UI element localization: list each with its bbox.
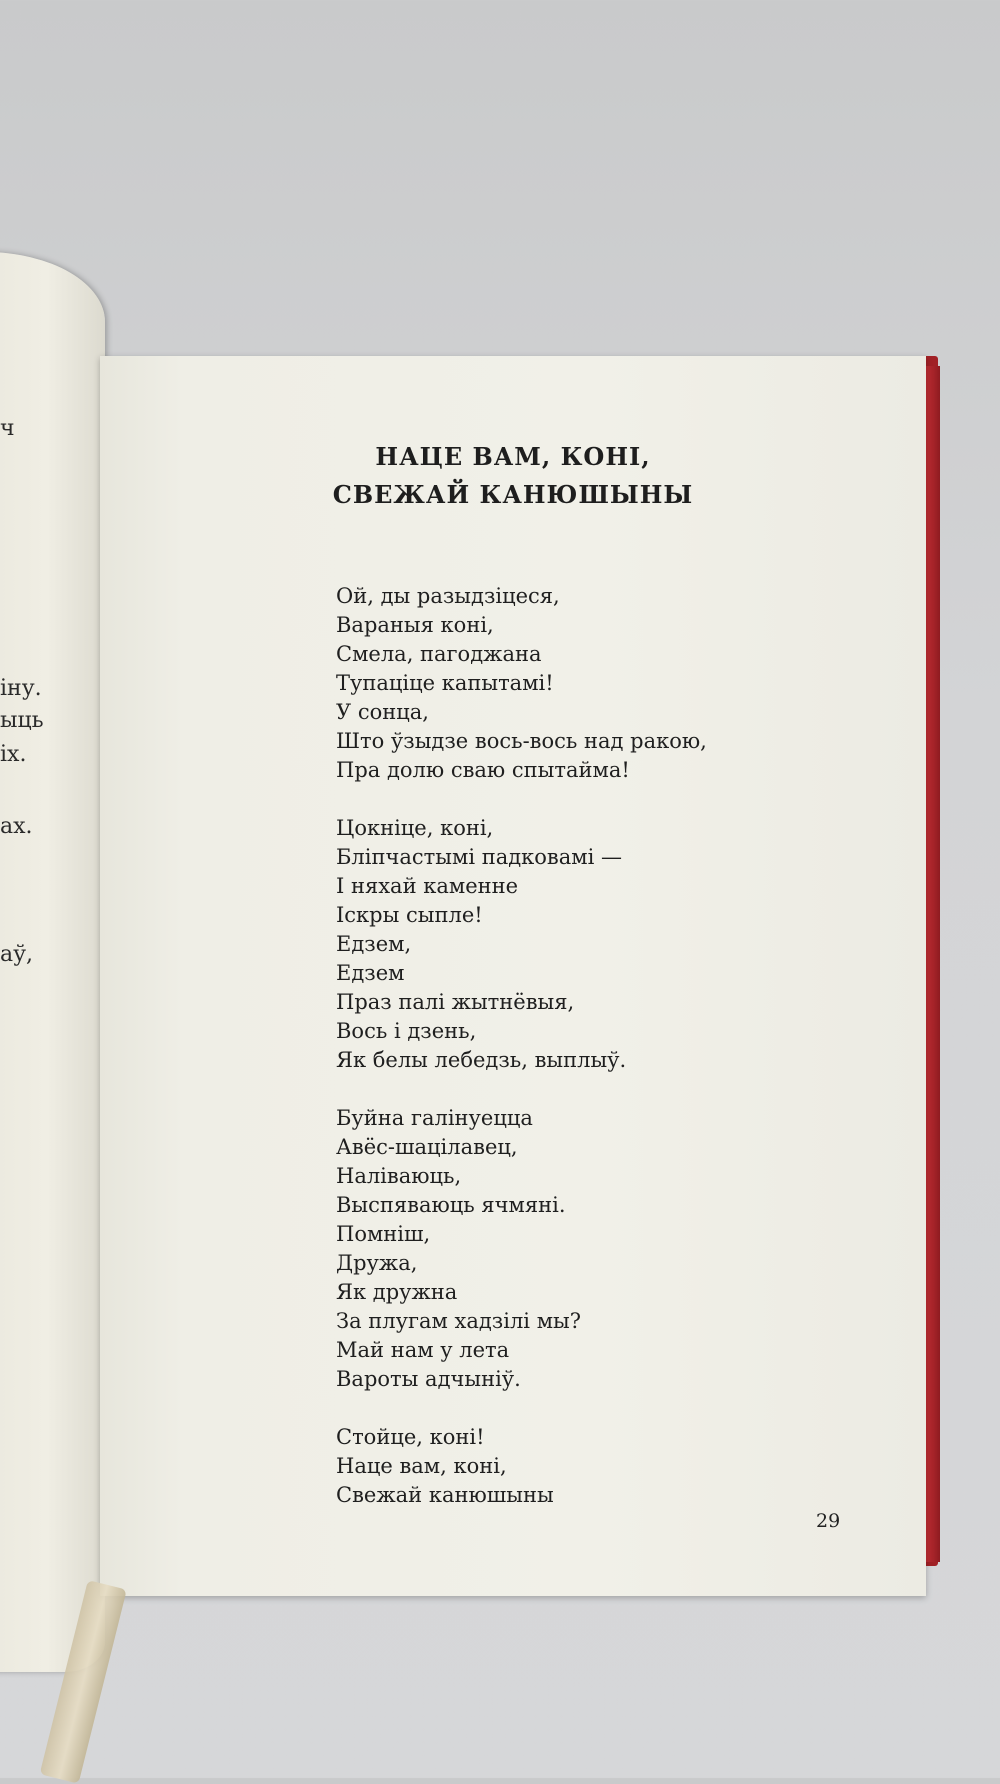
poem-line: І няхай каменне [336, 874, 519, 898]
poem-line: Як дружна [336, 1280, 458, 1304]
left-page-fragment: аў, [0, 942, 34, 967]
poem-line: Едзем, [336, 932, 412, 956]
poem-line: Пра долю сваю спытайма! [336, 758, 630, 782]
left-page-fragment: іх. [0, 742, 27, 767]
poem-line: Май нам у лета [336, 1338, 510, 1362]
poem-line: Налiваюць, [336, 1164, 462, 1188]
poem-line: Як белы лебедзь, выплыў. [336, 1048, 627, 1072]
poem-line: Вараныя коні, [336, 613, 494, 637]
left-page-fragment: ч [0, 416, 15, 441]
poem-line: Бліпчастымі падковамі — [336, 845, 622, 869]
poem-line: Помніш, [336, 1222, 431, 1246]
stanza-2 [336, 814, 896, 1075]
poem-line: Дружа, [336, 1251, 418, 1275]
poem-line: Наце вам, коні, [336, 1454, 507, 1478]
poem-line: Іскры сыпле! [336, 903, 483, 927]
poem-line: Свежай канюшыны [336, 1483, 554, 1507]
page-number: 29 [816, 1510, 841, 1532]
poem-line: Стойце, коні! [336, 1425, 485, 1449]
stanza-1 [336, 582, 896, 785]
poem-line: Смела, пагоджана [336, 642, 542, 666]
left-page-fragment: іну. [0, 676, 42, 701]
poem-title-line-1: НАЦЕ ВАМ, КОНІ, [375, 442, 651, 471]
stanza-4 [336, 1423, 896, 1510]
poem-title-line-2: СВЕЖАЙ КАНЮШЫНЫ [332, 480, 694, 509]
poem-line: Вось і дзень, [336, 1019, 477, 1043]
left-page-fragment: ах. [0, 814, 33, 839]
poem-line: Едзем [336, 961, 405, 985]
poem-line: Авёс-шацілавец, [336, 1135, 518, 1159]
left-page [0, 252, 105, 1672]
left-page-fragment: ыць [0, 708, 44, 733]
poem-line: Выспяваюць ячмяні. [336, 1193, 566, 1217]
poem-line: Праз палі жытнёвыя, [336, 990, 575, 1014]
right-page [100, 356, 926, 1596]
book-cover-edge [924, 366, 940, 1562]
poem-body [336, 582, 896, 1539]
poem-line: Буйна галінуецца [336, 1106, 533, 1130]
poem-line: Ой, ды разыдзіцеся, [336, 584, 560, 608]
poem-line: Што ўзыдзе вось-вось над ракою, [336, 729, 707, 753]
poem-line: За плугам хадзілі мы? [336, 1309, 582, 1333]
stanza-3 [336, 1104, 896, 1394]
poem-line: Цокніце, коні, [336, 816, 494, 840]
poem-line: Тупаціце капытамі! [336, 671, 554, 695]
poem-line: Вароты адчыніў. [336, 1367, 521, 1391]
poem-line: У сонца, [336, 700, 429, 724]
